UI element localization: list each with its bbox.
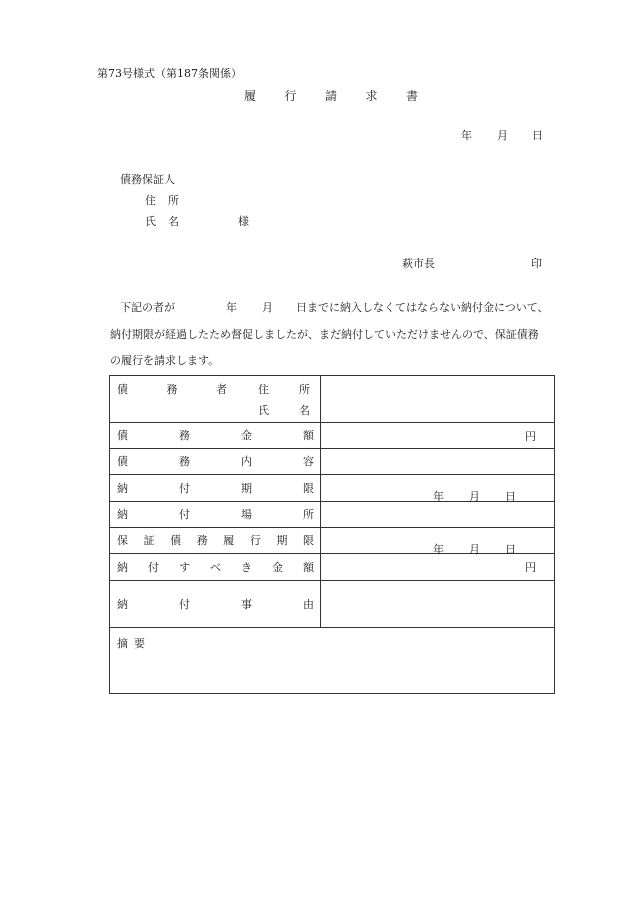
debtor-label: 債 務 者 住 所 氏 名 [110, 376, 321, 423]
date-day: 日 [532, 129, 543, 142]
recipient-heading: 債務保証人 [120, 173, 175, 186]
date-year: 年 [461, 129, 472, 142]
table-row [110, 628, 555, 694]
table-row [110, 423, 555, 449]
recipient-address-label: 住 所 [145, 194, 179, 207]
recipient-honorific: 様 [238, 215, 249, 228]
request-form-table [109, 375, 555, 694]
title-char: 履 [244, 89, 257, 103]
table-row [110, 528, 555, 554]
title-char: 行 [284, 89, 297, 103]
summary-label: 摘 要 [117, 637, 145, 650]
body-line-3: の履行を請求します。 [110, 354, 220, 367]
table-row [110, 376, 555, 423]
payment-reason-label: 納 付 事 由 [110, 581, 321, 628]
date-month: 月 [497, 129, 508, 142]
debt-amount-label: 債 務 金 額 [110, 423, 321, 449]
summary-cell[interactable] [110, 628, 555, 694]
table-row [110, 554, 555, 581]
issuer-title: 萩市長 [402, 257, 435, 270]
title-char: 請 [324, 89, 337, 103]
title-char: 書 [405, 89, 418, 103]
body-line-1: 下記の者が 年 月 日までに納入しなくてはならない納付金について、 [120, 301, 549, 314]
payment-place-label: 納 付 場 所 [110, 502, 321, 528]
payable-amount-value[interactable] [321, 554, 555, 581]
yen-unit: 円 [525, 429, 536, 443]
body-line-2: 納付期限が経過したため督促しましたが、まだ納付していただけませんので、保証債務 [110, 328, 539, 341]
payment-deadline-label: 納 付 期 限 [110, 475, 321, 502]
payment-deadline-value[interactable]: 年 月 日 [321, 475, 555, 502]
yen-unit: 円 [525, 561, 536, 574]
table-row [110, 475, 555, 502]
table-row [110, 581, 555, 628]
table-row [110, 502, 555, 528]
payment-place-value[interactable] [321, 502, 555, 528]
payment-reason-value[interactable] [321, 581, 555, 628]
debtor-value[interactable] [321, 376, 555, 423]
issuer-seal: 印 [531, 257, 542, 270]
form-number: 第73号様式（第187条関係） [97, 67, 242, 80]
debt-amount-value[interactable] [321, 423, 555, 449]
table-row [110, 449, 555, 475]
payable-amount-label: 納 付 す べ き 金 額 [110, 554, 321, 581]
guarantee-deadline-label: 保 証 債 務 履 行 期 限 [110, 528, 321, 554]
title-char: 求 [365, 89, 378, 103]
recipient-name-label: 氏 名 [145, 215, 179, 228]
guarantee-deadline-value[interactable]: 年 月 日 [321, 528, 555, 554]
debt-content-value[interactable] [321, 449, 555, 475]
document-title [244, 90, 418, 102]
debt-content-label: 債 務 内 容 [110, 449, 321, 475]
